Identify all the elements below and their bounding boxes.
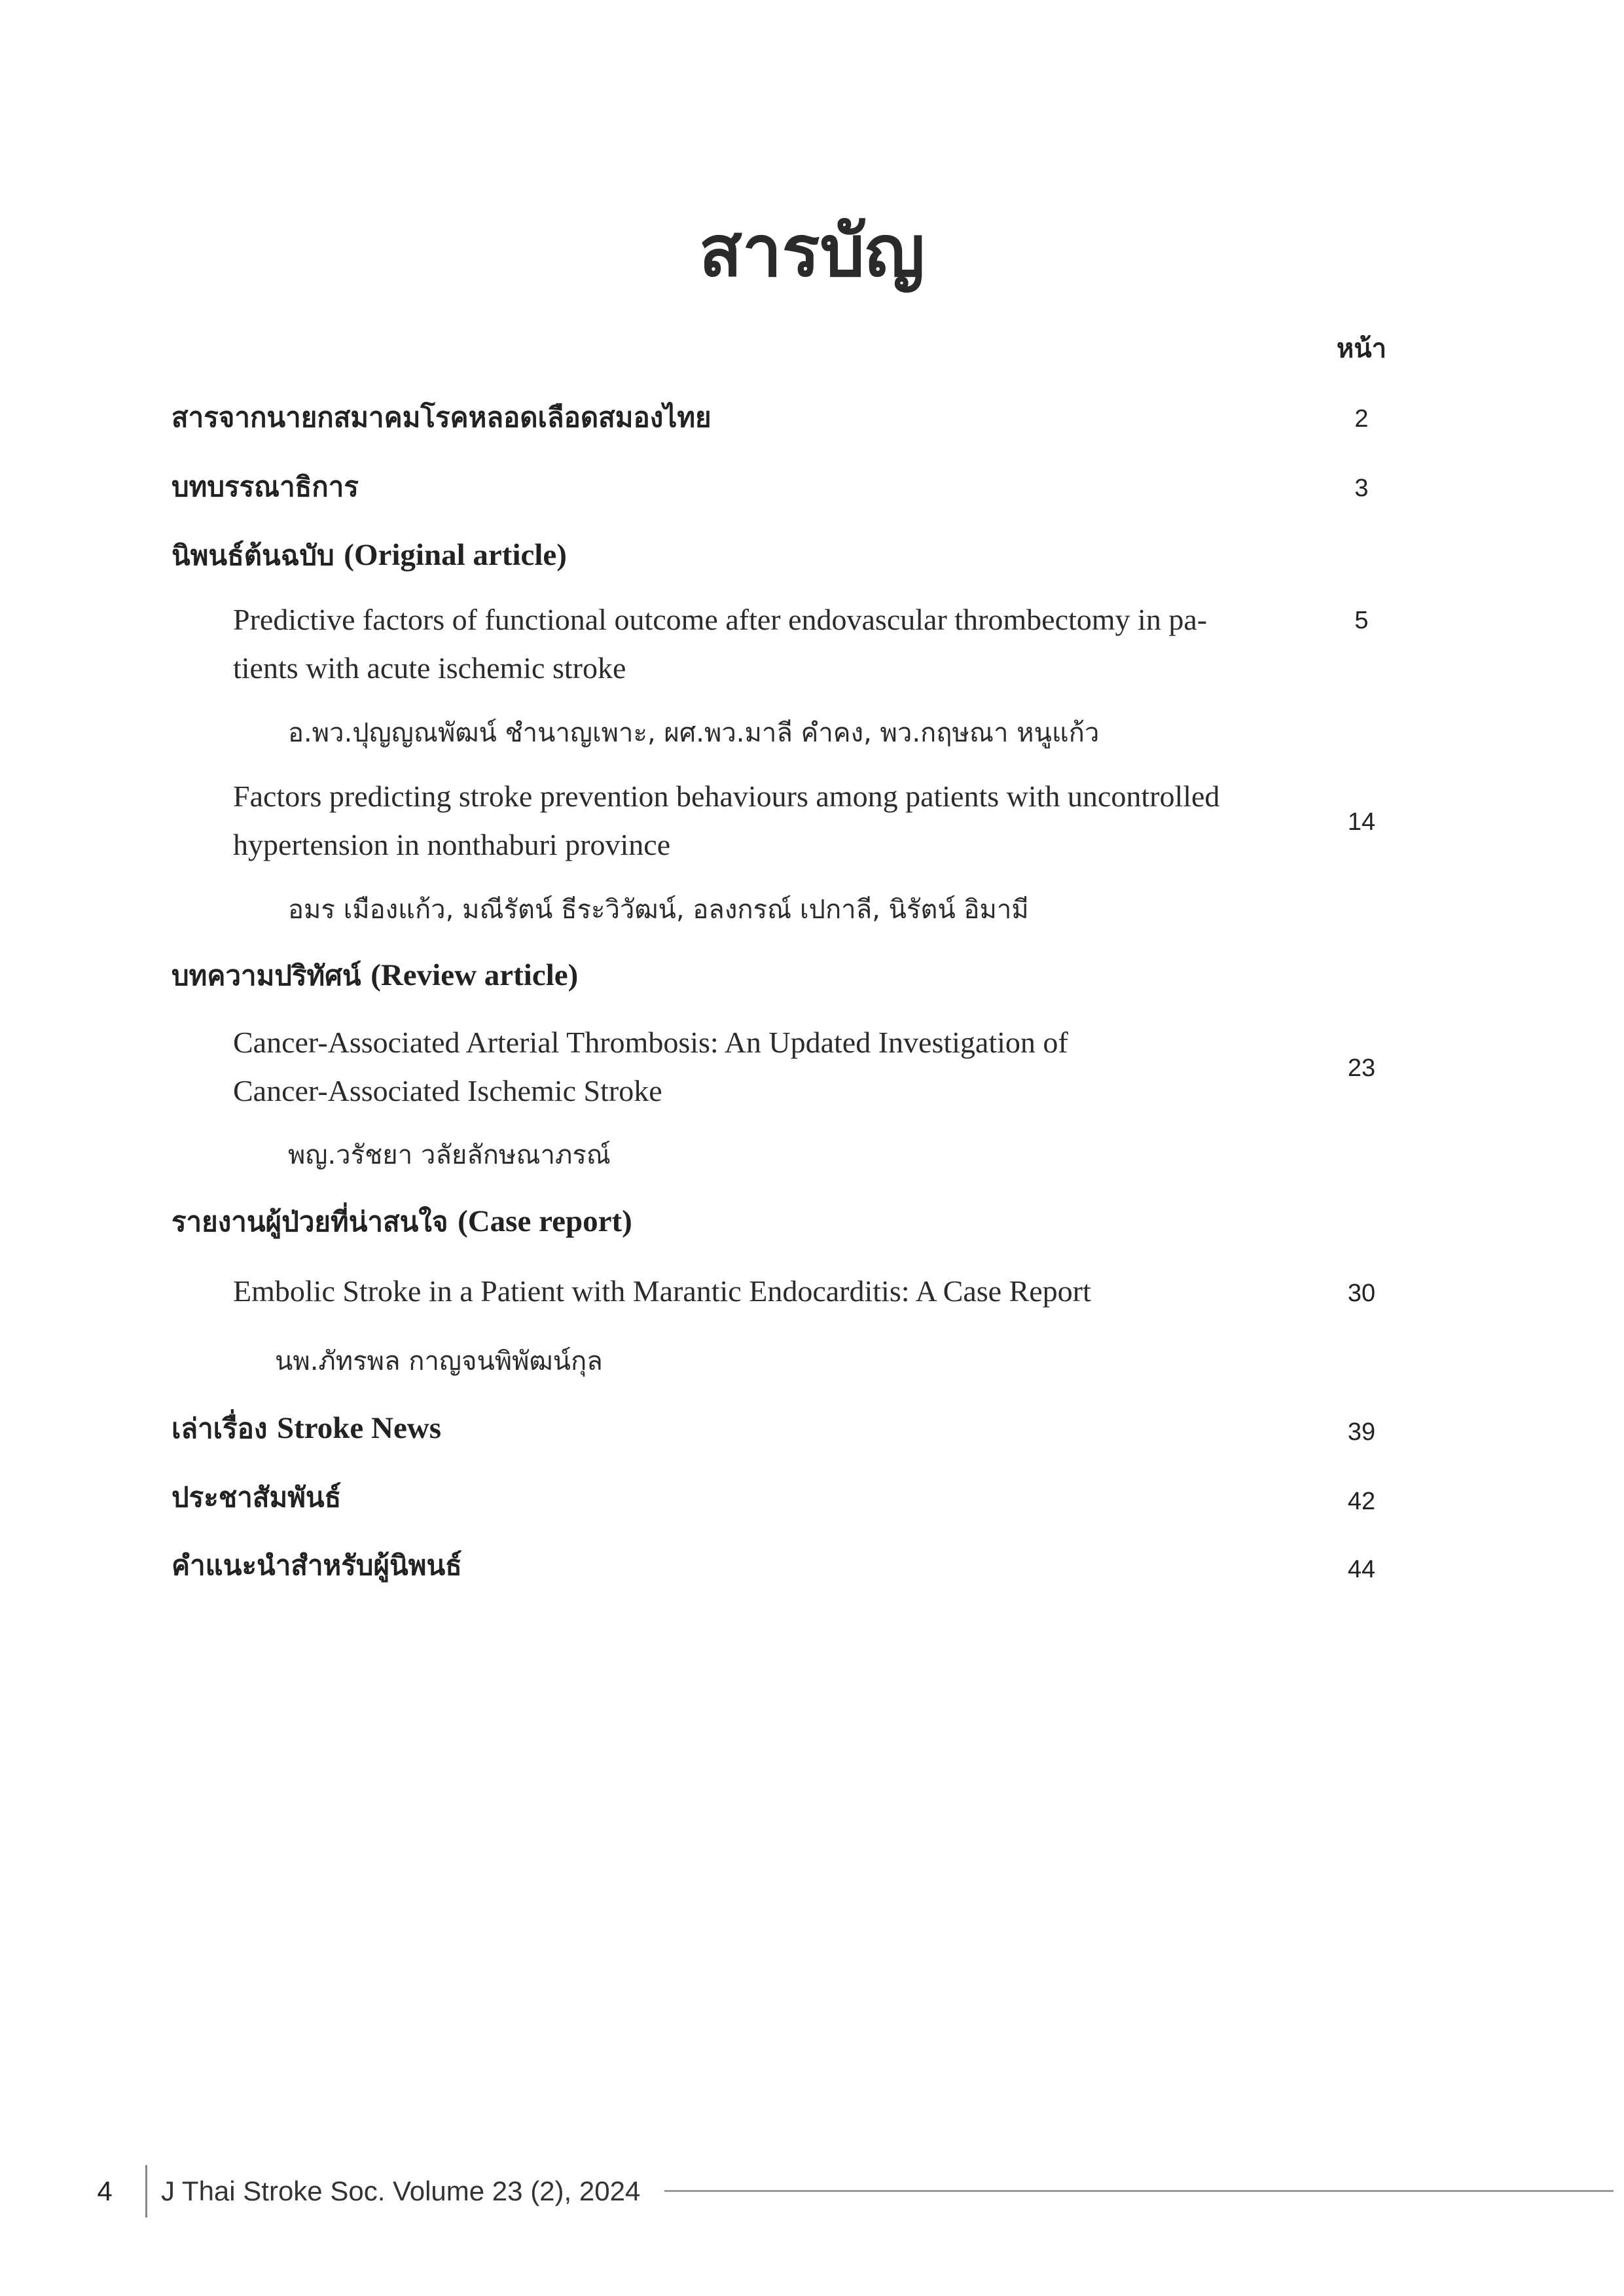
- page-title: สารบัญ: [698, 211, 926, 293]
- toc-entry-label: บทบรรณาธิการ: [171, 471, 359, 503]
- toc-page-number: 14: [1347, 808, 1376, 836]
- section-label-english: (Review article): [370, 958, 579, 992]
- article-title-line-1: Embolic Stroke in a Patient with Marantic Endocarditis: A Case Report: [233, 1274, 1091, 1308]
- toc-entry-label: ประชาสัมพันธ์: [171, 1481, 342, 1513]
- toc-entry-article-4[interactable]: [233, 1267, 1280, 1316]
- article-title-line-1: Cancer-Associated Arterial Thrombosis: An Updated Investigation of: [233, 1026, 1068, 1059]
- article-authors: อ.พว.ปุญญณพัฒน์ ชำนาญเพาะ, ผศ.พว.มาลี คำคง, พว.กฤษณา หนูแก้ว: [288, 718, 1100, 748]
- toc-entry-stroke-news[interactable]: [171, 1408, 1284, 1448]
- footer-journal-citation: J Thai Stroke Soc. Volume 23 (2), 2024: [161, 2176, 641, 2206]
- toc-page-number: 42: [1347, 1488, 1376, 1515]
- article-title-line-2: hypertension in nonthaburi province: [233, 828, 671, 861]
- section-label-english: (Original article): [344, 538, 567, 572]
- toc-entry-article-3[interactable]: [233, 1018, 1280, 1115]
- article-title-line-2: Cancer-Associated Ischemic Stroke: [233, 1074, 662, 1107]
- toc-entry-label-english: Stroke News: [276, 1411, 442, 1445]
- footer-rule: [664, 2190, 1614, 2192]
- toc-page-number: 39: [1347, 1418, 1376, 1446]
- toc-entry-label: สารจากนายกสมาคมโรคหลอดเลือดสมองไทย: [171, 401, 712, 433]
- footer-divider: [145, 2165, 147, 2217]
- toc-entry-article-1[interactable]: [233, 596, 1280, 692]
- section-heading-review-article: [171, 956, 1284, 996]
- toc-page-number: 3: [1354, 475, 1369, 502]
- footer-page-number: 4: [97, 2176, 113, 2206]
- section-heading-original-article: [171, 535, 1284, 575]
- article-title-line-2: tients with acute ischemic stroke: [233, 651, 626, 685]
- toc-entry-instructions-for-authors[interactable]: [171, 1546, 1284, 1585]
- toc-entry-label: คำแนะนำสำหรับผู้นิพนธ์: [171, 1549, 462, 1581]
- section-heading-case-report: [171, 1202, 1284, 1242]
- toc-entry-public-relations[interactable]: [171, 1478, 1284, 1517]
- article-authors: พญ.วรัชยา วลัยลักษณาภรณ์: [288, 1140, 611, 1170]
- toc-entry-label-thai: เล่าเรื่อง: [171, 1412, 268, 1444]
- article-title-line-1: Predictive factors of functional outcome after endovascular thrombectomy in pa-: [233, 603, 1208, 636]
- toc-page-number: 44: [1347, 1556, 1376, 1583]
- section-label-english: (Case report): [458, 1204, 632, 1238]
- toc-page-number: 2: [1354, 405, 1369, 433]
- section-label-thai: รายงานผู้ป่วยที่น่าสนใจ: [171, 1206, 448, 1238]
- toc-page-number: 30: [1347, 1280, 1376, 1307]
- article-title-line-1: Factors predicting stroke prevention behaviours among patients with uncontrolled: [233, 780, 1220, 813]
- toc-page-number: 23: [1347, 1054, 1376, 1082]
- section-label-thai: นิพนธ์ต้นฉบับ: [171, 539, 334, 571]
- article-authors: นพ.ภัทรพล กาญจนพิพัฒน์กุล: [275, 1346, 603, 1376]
- section-label-thai: บทความปริทัศน์: [171, 960, 361, 992]
- toc-entry-president-message[interactable]: [171, 398, 1284, 437]
- page-column-header: หน้า: [1336, 334, 1387, 364]
- toc-page-number: 5: [1354, 607, 1369, 634]
- article-authors: อมร เมืองแก้ว, มณีรัตน์ ธีระวิวัฒน์, อลงกรณ์ เปกาลี, นิรัตน์ อิมามี: [288, 895, 1029, 925]
- toc-entry-editorial[interactable]: [171, 467, 1284, 507]
- toc-entry-article-2[interactable]: [233, 772, 1280, 869]
